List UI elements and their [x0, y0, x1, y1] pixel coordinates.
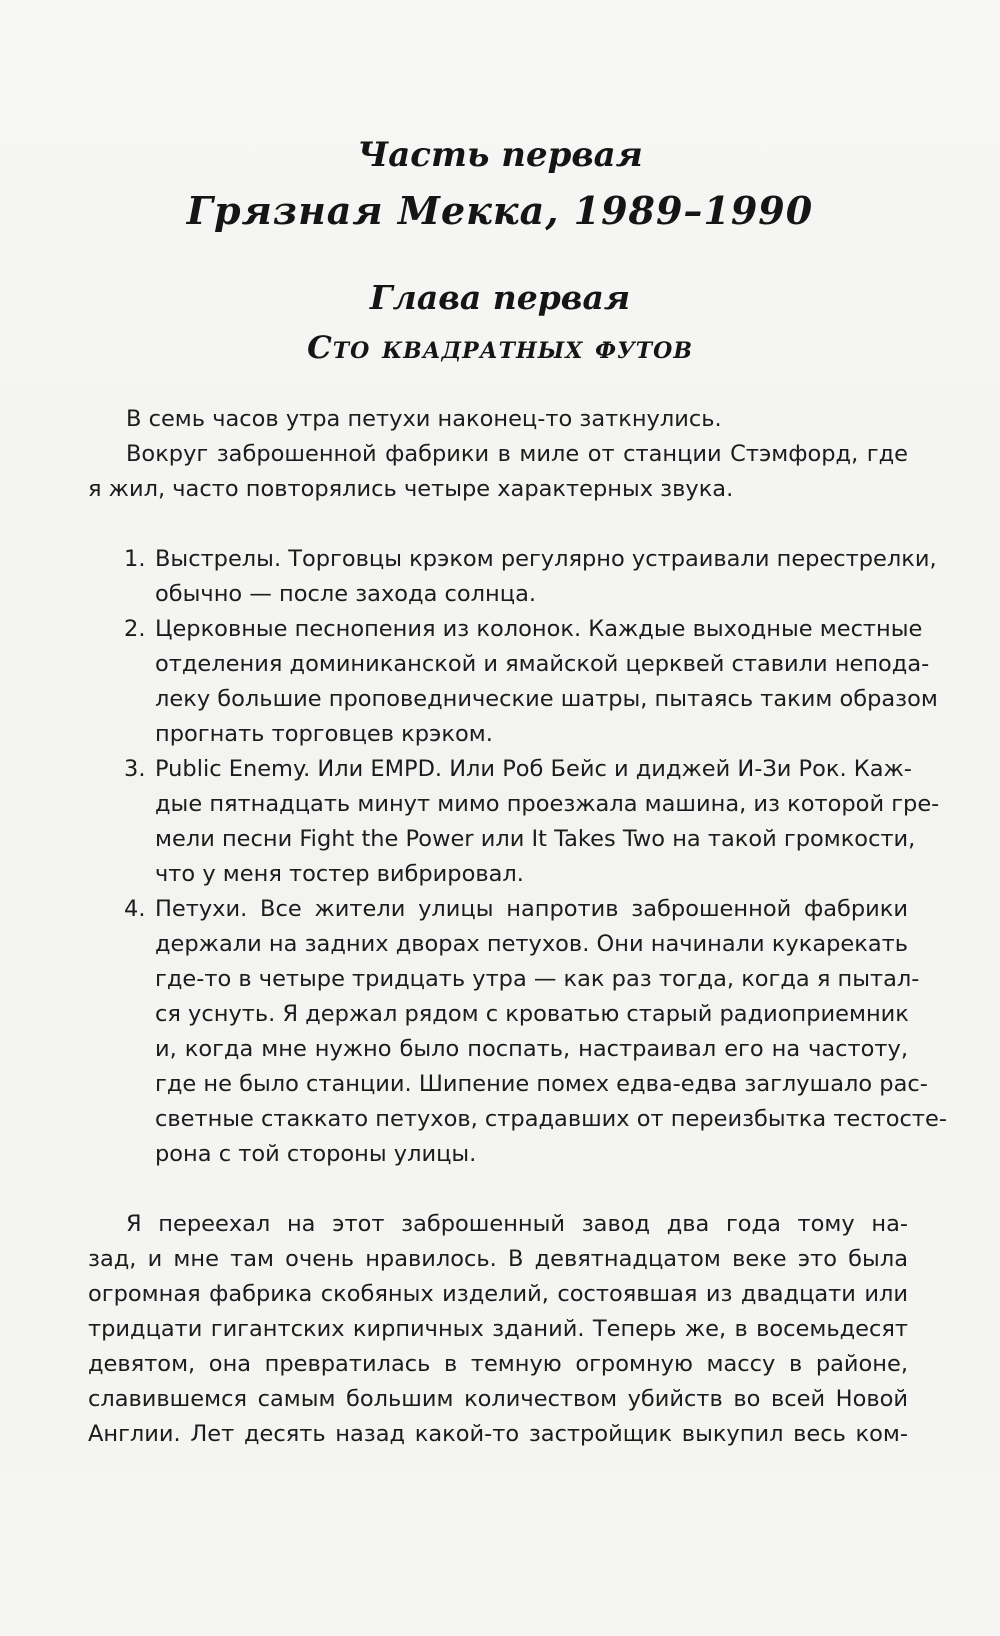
list-line: Петухи. Все жители улицы напротив заброшенной фабрики: [155, 896, 908, 922]
list-number: 3.: [124, 756, 146, 782]
paragraph-line: огромная фабрика скобяных изделий, состоявшая из двадцати или: [88, 1281, 908, 1307]
paragraph-line: зад, и мне там очень нравилось. В девятнадцатом веке это была: [88, 1246, 908, 1272]
paragraph-line: тридцати гигантских кирпичных зданий. Теперь же, в восемьдесят: [88, 1316, 908, 1342]
paragraph-line: девятом, она превратилась в темную огромную массу в районе,: [88, 1351, 908, 1377]
part-title: Грязная Мекка, 1989–1990: [186, 188, 814, 233]
part-label: Часть первая: [357, 135, 643, 175]
intro-line: я жил, часто повторялись четыре характерных звука.: [88, 476, 734, 502]
chapter-title: Сто квадратных футов: [307, 330, 693, 366]
list-number: 1.: [124, 546, 146, 572]
list-line: дые пятнадцать минут мимо проезжала машина, из которой гре-: [155, 791, 940, 817]
chapter-label: Глава первая: [369, 278, 631, 317]
list-line: где не было станции. Шипение помех едва-едва заглушало рас-: [155, 1071, 928, 1097]
paragraph-line: Я переехал на этот заброшенный завод два года тому на-: [126, 1211, 908, 1237]
paragraph-line: славившемся самым большим количеством убийств во всей Новой: [88, 1386, 908, 1412]
list-line: Церковные песнопения из колонок. Каждые выходные местные: [155, 616, 923, 642]
list-number: 4.: [124, 896, 146, 922]
list-line: Выстрелы. Торговцы крэком регулярно устраивали перестрелки,: [155, 546, 937, 572]
list-line: светные стаккато петухов, страдавших от переизбытка тестосте-: [155, 1106, 947, 1132]
list-line: Public Enemy. Или EMPD. Или Роб Бейс и диджей И-Зи Рок. Каж-: [155, 756, 912, 782]
list-line: ся уснуть. Я держал рядом с кроватью старый радиоприемник: [155, 1001, 909, 1027]
list-line: и, когда мне нужно было поспать, настраивал его на частоту,: [155, 1036, 908, 1062]
list-line: держали на задних дворах петухов. Они начинали кукарекать: [155, 931, 908, 957]
list-number: 2.: [124, 616, 146, 642]
list-line: обычно — после захода солнца.: [155, 581, 537, 607]
list-line: отделения доминиканской и ямайской церквей ставили непода-: [155, 651, 930, 677]
paragraph-line: Англии. Лет десять назад какой-то застройщик выкупил весь ком-: [88, 1421, 908, 1447]
intro-line: Вокруг заброшенной фабрики в миле от станции Стэмфорд, где: [126, 441, 908, 467]
list-line: рона с той стороны улицы.: [155, 1141, 477, 1167]
list-line: что у меня тостер вибрировал.: [155, 861, 524, 887]
intro-line: В семь часов утра петухи наконец-то заткнулись.: [126, 406, 722, 432]
list-line: прогнать торговцев крэком.: [155, 721, 493, 747]
list-line: леку большие проповеднические шатры, пытаясь таким образом: [155, 686, 938, 712]
list-line: где-то в четыре тридцать утра — как раз тогда, когда я пытал-: [155, 966, 920, 992]
list-line: мели песни Fight the Power или It Takes Two на такой громкости,: [155, 826, 916, 852]
